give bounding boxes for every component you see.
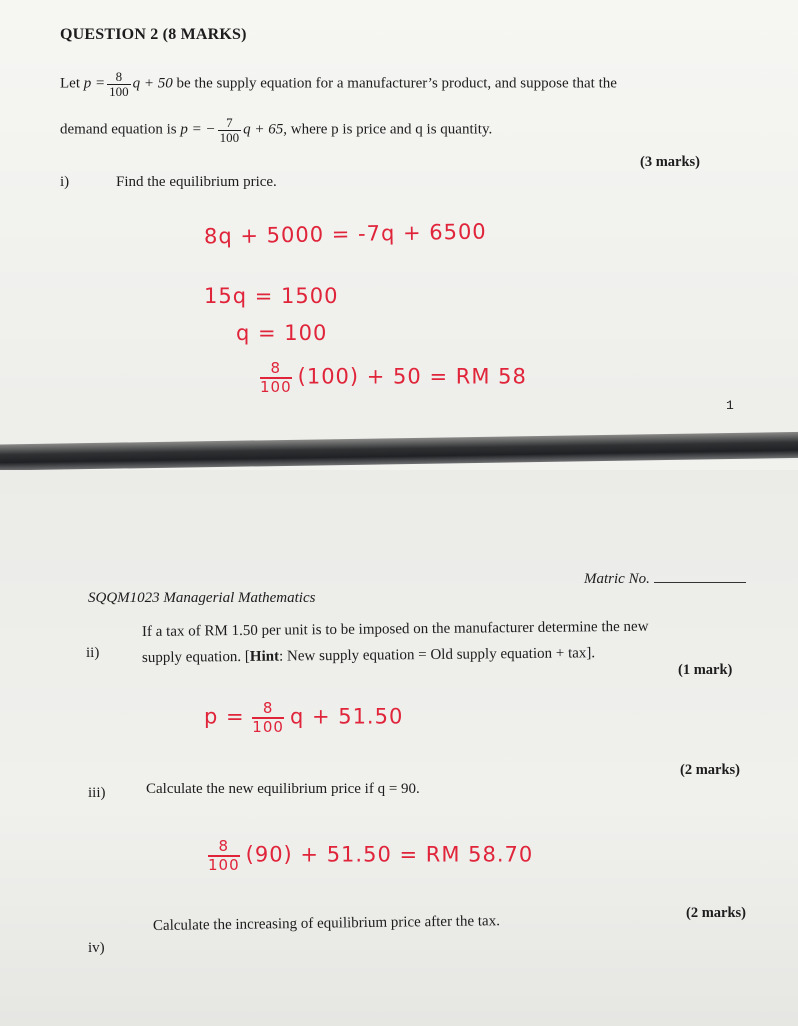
part-i-answer-fraction <box>260 360 292 395</box>
supply-fraction <box>107 70 131 98</box>
matric-no-field <box>584 571 746 588</box>
part-iii-question: Calculate the new equilibrium price if q = 90. <box>146 781 420 797</box>
part-iv-number: iv) <box>88 940 105 956</box>
matric-no-blank <box>654 582 746 583</box>
part-i-number: i) <box>60 174 70 190</box>
demand-rhs: q + 65 <box>243 121 284 138</box>
part-ii-line-1: If a tax of RM 1.50 per unit is to be imposed on the manufacturer determine the new <box>141 618 649 640</box>
part-ii-answer <box>204 700 403 735</box>
part-ii-marks: (1 mark) <box>678 662 733 678</box>
part-ii-answer-lhs: p = <box>204 704 245 729</box>
supply-lhs: p = <box>83 75 106 92</box>
part-iii-answer <box>208 838 533 873</box>
part-iii-frac-den: 100 <box>208 855 240 874</box>
part-iii-frac-num: 8 <box>218 837 230 855</box>
part-i-question: Find the equilibrium price. <box>116 174 277 190</box>
supply-frac-den: 100 <box>109 83 129 99</box>
page-number: 1 <box>726 398 734 413</box>
hint-label: Hint <box>249 648 280 665</box>
part-i-answer-line-1: 8q + 5000 = -7q + 6500 <box>203 219 487 249</box>
part-iii-number: iii) <box>88 785 106 801</box>
part-iv-marks: (2 marks) <box>686 905 747 921</box>
part-i-frac-num: 8 <box>270 359 282 377</box>
part-iv-question: Calculate the increasing of equilibrium price after the tax. <box>152 913 501 934</box>
supply-frac-num: 8 <box>115 69 123 84</box>
part-i-answer-line-3: q = 100 <box>236 321 328 345</box>
part-ii-frac-den: 100 <box>252 717 284 736</box>
part-ii-answer-tail: q + 51.50 <box>289 704 404 729</box>
part-ii-line-2-prefix: supply equation. [ <box>141 648 250 666</box>
matric-no-label: Matric No. <box>584 571 650 587</box>
part-iii-marks: (2 marks) <box>680 762 741 778</box>
demand-prefix: demand equation is <box>60 121 177 138</box>
demand-suffix: , where p is price and q is quantity. <box>283 121 493 138</box>
intro-line-1 <box>60 70 617 98</box>
part-ii-number: ii) <box>86 645 100 661</box>
demand-frac-den: 100 <box>219 129 240 145</box>
part-i-answer-tail: (100) + 50 = RM 58 <box>297 364 527 389</box>
part-ii-answer-fraction <box>252 700 284 735</box>
demand-lhs: p = − <box>180 121 216 138</box>
part-iii-answer-tail: (90) + 51.50 = RM 58.70 <box>245 842 534 867</box>
lower-sheet <box>0 470 798 1026</box>
intro-line-1-suffix: be the supply equation for a manufacturer’s product, and suppose that the <box>176 75 617 92</box>
part-iii-answer-fraction <box>208 838 240 873</box>
question-title: QUESTION 2 (8 MARKS) <box>60 26 247 43</box>
part-i-frac-den: 100 <box>260 377 292 396</box>
part-i-answer-line-2: 15q = 1500 <box>204 284 339 308</box>
intro-line-2 <box>60 116 492 144</box>
part-i-answer-line-4 <box>260 360 527 395</box>
part-ii-line-2-suffix: : New supply equation = Old supply equation + tax]. <box>278 645 596 665</box>
course-title: SQQM1023 Managerial Mathematics <box>88 590 316 606</box>
supply-rhs: q + 50 <box>132 75 173 92</box>
intro-let: Let <box>60 75 80 92</box>
part-ii-frac-num: 8 <box>262 699 274 717</box>
demand-frac-num: 7 <box>226 115 233 130</box>
part-i-marks: (3 marks) <box>640 154 701 170</box>
demand-fraction <box>218 116 242 144</box>
